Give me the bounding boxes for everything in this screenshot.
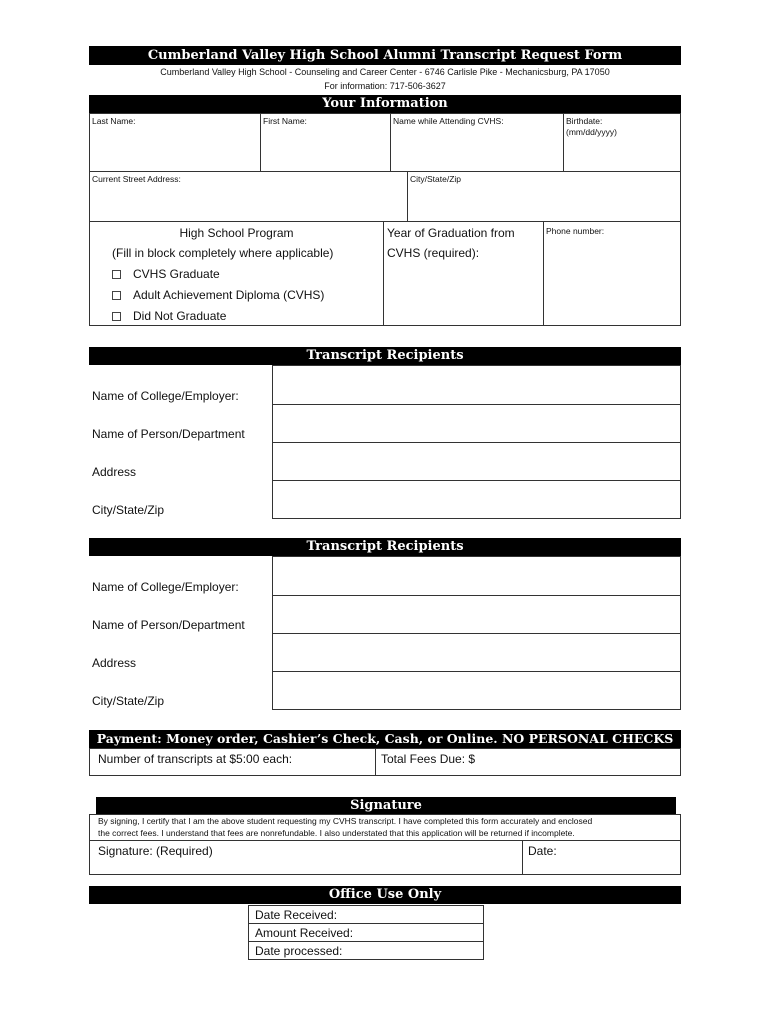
total-fees-field[interactable] bbox=[375, 748, 681, 776]
date-processed-field[interactable] bbox=[248, 941, 484, 960]
last-name-field[interactable] bbox=[89, 113, 261, 172]
recipient2-row-city: City/State/Zip bbox=[92, 694, 165, 708]
date-processed-label: Date processed: bbox=[255, 944, 343, 958]
checkbox-icon[interactable] bbox=[112, 291, 121, 300]
amount-received-field[interactable] bbox=[248, 923, 484, 942]
recipients-header-1: Transcript Recipients bbox=[89, 347, 681, 365]
graduation-year-label-1: Year of Graduation from bbox=[387, 226, 515, 240]
option-adult-diploma[interactable]: Adult Achievement Diploma (CVHS) bbox=[112, 288, 324, 302]
first-name-label: First Name: bbox=[263, 116, 307, 126]
recipient1-person-input[interactable] bbox=[272, 404, 681, 443]
recipients-table-1 bbox=[89, 365, 681, 519]
recipients-table-2 bbox=[89, 556, 681, 710]
city-state-zip-label: City/State/Zip bbox=[410, 174, 462, 184]
payment-header: Payment: Money order, Cashier’s Check, Cash, or Online. NO PERSONAL CHECKS bbox=[89, 730, 681, 748]
birthdate-label: Birthdate: bbox=[566, 116, 603, 126]
number-of-transcripts-label: Number of transcripts at $5:00 each: bbox=[98, 752, 293, 766]
birthdate-field[interactable] bbox=[563, 113, 681, 172]
program-title: High School Program bbox=[179, 226, 294, 240]
recipient1-row-college: Name of College/Employer: bbox=[92, 389, 239, 403]
signature-header: Signature bbox=[96, 797, 676, 814]
your-information-header: Your Information bbox=[89, 95, 681, 113]
name-while-attending-field[interactable] bbox=[390, 113, 564, 172]
signature-date-field[interactable] bbox=[522, 840, 681, 875]
certification-text-2: the correct fees. I understand that fees are nonrefundable. I also understated that this application will be returned if incomplete. bbox=[98, 828, 575, 838]
first-name-field[interactable] bbox=[260, 113, 391, 172]
date-received-label: Date Received: bbox=[255, 908, 338, 922]
recipient2-row-address: Address bbox=[92, 656, 137, 670]
recipient1-address-input[interactable] bbox=[272, 442, 681, 481]
date-received-field[interactable] bbox=[248, 905, 484, 924]
recipient2-row-person: Name of Person/Department bbox=[92, 618, 245, 632]
office-use-header: Office Use Only bbox=[89, 886, 681, 904]
number-of-transcripts-field[interactable] bbox=[89, 748, 376, 776]
checkbox-icon[interactable] bbox=[112, 270, 121, 279]
option-cvhs-graduate[interactable]: CVHS Graduate bbox=[112, 267, 220, 281]
contact-info: For information: 717-506-3627 bbox=[324, 81, 446, 91]
option-did-not-graduate[interactable]: Did Not Graduate bbox=[112, 309, 226, 323]
recipient2-person-input[interactable] bbox=[272, 595, 681, 634]
graduation-year-label-2: CVHS (required): bbox=[387, 246, 480, 260]
recipient2-row-college: Name of College/Employer: bbox=[92, 580, 239, 594]
street-address-label: Current Street Address: bbox=[92, 174, 181, 184]
recipient1-city-input[interactable] bbox=[272, 480, 681, 519]
city-state-zip-field[interactable] bbox=[407, 171, 681, 222]
recipient2-college-input[interactable] bbox=[272, 556, 681, 596]
certification-text-1: By signing, I certify that I am the above student requesting my CVHS transcript. I have completed this form accurately and enclosed bbox=[98, 816, 593, 826]
recipient1-row-address: Address bbox=[92, 465, 137, 479]
last-name-label: Last Name: bbox=[92, 116, 136, 126]
form-title: Cumberland Valley High School Alumni Transcript Request Form bbox=[89, 46, 681, 65]
signature-field[interactable] bbox=[89, 840, 523, 875]
total-fees-label: Total Fees Due: $ bbox=[381, 752, 476, 766]
high-school-program-box bbox=[89, 221, 384, 326]
recipient2-address-input[interactable] bbox=[272, 633, 681, 672]
recipient2-city-input[interactable] bbox=[272, 671, 681, 710]
signature-label: Signature: (Required) bbox=[98, 844, 213, 858]
street-address-field[interactable] bbox=[89, 171, 408, 222]
certification-box bbox=[89, 814, 681, 841]
recipient1-college-input[interactable] bbox=[272, 365, 681, 405]
school-address: Cumberland Valley High School - Counseling and Career Center - 6746 Carlisle Pike - Mechanicsburg, PA 17050 bbox=[160, 67, 610, 77]
graduation-year-field[interactable] bbox=[383, 221, 544, 326]
checkbox-icon[interactable] bbox=[112, 312, 121, 321]
phone-number-label: Phone number: bbox=[546, 226, 605, 236]
amount-received-label: Amount Received: bbox=[255, 926, 354, 940]
birthdate-format: (mm/dd/yyyy) bbox=[566, 127, 617, 137]
recipients-header-2: Transcript Recipients bbox=[89, 538, 681, 556]
program-note: (Fill in block completely where applicable) bbox=[112, 246, 334, 260]
phone-number-field[interactable] bbox=[543, 221, 681, 326]
signature-date-label: Date: bbox=[528, 844, 557, 858]
name-while-attending-label: Name while Attending CVHS: bbox=[393, 116, 504, 126]
recipient1-row-city: City/State/Zip bbox=[92, 503, 165, 517]
recipient1-row-person: Name of Person/Department bbox=[92, 427, 245, 441]
